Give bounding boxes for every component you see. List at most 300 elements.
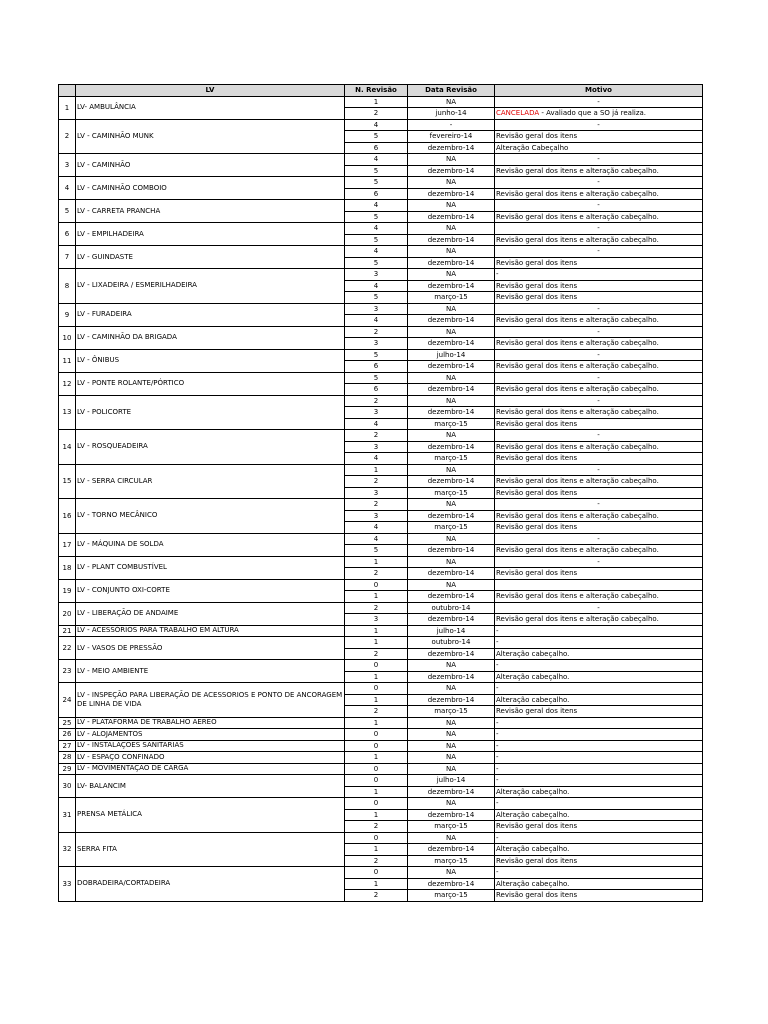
revision-date: dezembro-14 bbox=[408, 257, 495, 269]
revision-number: 3 bbox=[345, 338, 408, 350]
table-row bbox=[59, 303, 703, 315]
table-row bbox=[59, 430, 703, 442]
item-number: 24 bbox=[59, 683, 76, 718]
revision-number: 3 bbox=[345, 269, 408, 281]
header-rev: N. Revisão bbox=[345, 85, 408, 97]
revision-motivo: - bbox=[495, 246, 703, 258]
lv-name: LV- AMBULÂNCIA bbox=[76, 96, 345, 119]
revision-number: 1 bbox=[345, 637, 408, 649]
revision-date: dezembro-14 bbox=[408, 844, 495, 856]
table-row bbox=[59, 269, 703, 281]
revision-motivo: - bbox=[495, 683, 703, 695]
table-row bbox=[59, 625, 703, 637]
revision-motivo: - bbox=[495, 729, 703, 741]
revision-number: 4 bbox=[345, 223, 408, 235]
lv-name: LV - GUINDASTE bbox=[76, 246, 345, 269]
item-number: 30 bbox=[59, 775, 76, 798]
revision-motivo: Revisão geral dos itens bbox=[495, 131, 703, 143]
revision-motivo: Revisão geral dos itens bbox=[495, 257, 703, 269]
revision-motivo: Revisão geral dos itens bbox=[495, 453, 703, 465]
revision-number: 5 bbox=[345, 292, 408, 304]
revision-date: março-15 bbox=[408, 821, 495, 833]
revision-date: NA bbox=[408, 832, 495, 844]
item-number: 16 bbox=[59, 499, 76, 534]
lv-name: LV - CARRETA PRANCHA bbox=[76, 200, 345, 223]
lv-name: LV - PLANT COMBUSTÍVEL bbox=[76, 556, 345, 579]
revision-motivo: - bbox=[495, 349, 703, 361]
revision-number: 1 bbox=[345, 809, 408, 821]
revision-number: 0 bbox=[345, 683, 408, 695]
lv-name: LV- BALANCIM bbox=[76, 775, 345, 798]
item-number: 26 bbox=[59, 729, 76, 741]
item-number: 13 bbox=[59, 395, 76, 430]
revision-motivo: Alteração cabeçalho. bbox=[495, 694, 703, 706]
revision-date: NA bbox=[408, 740, 495, 752]
revision-date: dezembro-14 bbox=[408, 280, 495, 292]
revision-number: 0 bbox=[345, 832, 408, 844]
revision-number: 2 bbox=[345, 395, 408, 407]
revision-date: junho-14 bbox=[408, 108, 495, 120]
lv-name: LV - ALOJAMENTOS bbox=[76, 729, 345, 741]
revision-date: dezembro-14 bbox=[408, 188, 495, 200]
item-number: 28 bbox=[59, 752, 76, 764]
lv-name: LV - CONJUNTO OXI-CORTE bbox=[76, 579, 345, 602]
revision-number: 0 bbox=[345, 763, 408, 775]
table-row bbox=[59, 740, 703, 752]
revision-number: 2 bbox=[345, 648, 408, 660]
revision-motivo: Alteração cabeçalho. bbox=[495, 671, 703, 683]
item-number: 29 bbox=[59, 763, 76, 775]
revision-motivo: - bbox=[495, 499, 703, 511]
revision-number: 5 bbox=[345, 545, 408, 557]
revision-motivo: Revisão geral dos itens bbox=[495, 487, 703, 499]
revision-motivo: - bbox=[495, 602, 703, 614]
revision-date: março-15 bbox=[408, 522, 495, 534]
table-row bbox=[59, 579, 703, 591]
revision-date: dezembro-14 bbox=[408, 234, 495, 246]
revision-date: NA bbox=[408, 499, 495, 511]
table-row bbox=[59, 372, 703, 384]
revision-number: 2 bbox=[345, 108, 408, 120]
revision-number: 6 bbox=[345, 384, 408, 396]
revision-motivo: - bbox=[495, 177, 703, 189]
table-row bbox=[59, 119, 703, 131]
revision-date: NA bbox=[408, 533, 495, 545]
revision-motivo: Revisão geral dos itens e alteração cabeçalho. bbox=[495, 441, 703, 453]
revision-date: março-15 bbox=[408, 453, 495, 465]
lv-name: LV - MOVIMENTAÇÃO DE CARGA bbox=[76, 763, 345, 775]
revision-motivo: Revisão geral dos itens e alteração cabeçalho. bbox=[495, 510, 703, 522]
revision-number: 2 bbox=[345, 821, 408, 833]
lv-name: LV - INSTALAÇÕES SANITARIAS bbox=[76, 740, 345, 752]
table-row bbox=[59, 395, 703, 407]
table-row bbox=[59, 602, 703, 614]
revision-motivo: - bbox=[495, 269, 703, 281]
revision-date: dezembro-14 bbox=[408, 441, 495, 453]
item-number: 25 bbox=[59, 717, 76, 729]
revision-motivo: - bbox=[495, 637, 703, 649]
revision-motivo bbox=[495, 108, 703, 120]
table-header bbox=[59, 85, 703, 97]
revision-motivo: Revisão geral dos itens e alteração cabeçalho. bbox=[495, 545, 703, 557]
revision-motivo: - bbox=[495, 430, 703, 442]
revision-motivo: - bbox=[495, 740, 703, 752]
table-body bbox=[59, 96, 703, 901]
revision-motivo: - bbox=[495, 832, 703, 844]
revision-number: 4 bbox=[345, 522, 408, 534]
item-number: 23 bbox=[59, 660, 76, 683]
revision-number: 4 bbox=[345, 246, 408, 258]
revision-date: dezembro-14 bbox=[408, 694, 495, 706]
revision-number: 3 bbox=[345, 487, 408, 499]
item-number: 31 bbox=[59, 798, 76, 833]
revision-motivo: - bbox=[495, 223, 703, 235]
item-number: 14 bbox=[59, 430, 76, 465]
revision-motivo: Alteração cabeçalho. bbox=[495, 786, 703, 798]
revision-number: 6 bbox=[345, 188, 408, 200]
lv-name: SERRA FITA bbox=[76, 832, 345, 867]
revision-motivo: - bbox=[495, 372, 703, 384]
lv-name: LV - ACESSÓRIOS PARA TRABALHO EM ALTURA bbox=[76, 625, 345, 637]
revision-motivo: - bbox=[495, 798, 703, 810]
revision-number: 3 bbox=[345, 441, 408, 453]
revision-number: 4 bbox=[345, 453, 408, 465]
lv-name: LV - VASOS DE PRESSÃO bbox=[76, 637, 345, 660]
revision-date: NA bbox=[408, 717, 495, 729]
revision-number: 5 bbox=[345, 349, 408, 361]
revision-date: dezembro-14 bbox=[408, 211, 495, 223]
item-number: 20 bbox=[59, 602, 76, 625]
revision-motivo: - bbox=[495, 200, 703, 212]
item-number: 9 bbox=[59, 303, 76, 326]
table-row bbox=[59, 349, 703, 361]
lv-name: LV - MÁQUINA DE SOLDA bbox=[76, 533, 345, 556]
revision-number: 5 bbox=[345, 234, 408, 246]
revision-motivo: Revisão geral dos itens e alteração cabeçalho. bbox=[495, 315, 703, 327]
revision-number: 2 bbox=[345, 430, 408, 442]
revision-date: março-15 bbox=[408, 418, 495, 430]
revision-date: NA bbox=[408, 683, 495, 695]
revision-number: 3 bbox=[345, 510, 408, 522]
table-row bbox=[59, 798, 703, 810]
table-row bbox=[59, 637, 703, 649]
revision-date: dezembro-14 bbox=[408, 614, 495, 626]
table-row bbox=[59, 867, 703, 879]
lv-name: LV - SERRA CIRCULAR bbox=[76, 464, 345, 499]
revision-date: dezembro-14 bbox=[408, 476, 495, 488]
table-row bbox=[59, 499, 703, 511]
revision-motivo: Revisão geral dos itens e alteração cabeçalho. bbox=[495, 338, 703, 350]
revision-motivo: Revisão geral dos itens e alteração cabeçalho. bbox=[495, 476, 703, 488]
table-row bbox=[59, 752, 703, 764]
revision-date: NA bbox=[408, 246, 495, 258]
revision-motivo: Revisão geral dos itens bbox=[495, 706, 703, 718]
revision-number: 0 bbox=[345, 660, 408, 672]
revision-motivo: Revisão geral dos itens e alteração cabeçalho. bbox=[495, 188, 703, 200]
lv-name: LV - INSPEÇÃO PARA LIBERAÇÃO DE ACESSORIOS E PONTO DE ANCORAGEM DE LINHA DE VIDA bbox=[76, 683, 345, 718]
table-row bbox=[59, 556, 703, 568]
revision-date: dezembro-14 bbox=[408, 315, 495, 327]
revision-date: março-15 bbox=[408, 706, 495, 718]
item-number: 12 bbox=[59, 372, 76, 395]
lv-name: LV - POLICORTE bbox=[76, 395, 345, 430]
revision-motivo: - bbox=[495, 154, 703, 166]
revision-date: NA bbox=[408, 200, 495, 212]
revision-motivo: Revisão geral dos itens e alteração cabeçalho. bbox=[495, 591, 703, 603]
revision-number: 4 bbox=[345, 119, 408, 131]
lv-name: LV - ÔNIBUS bbox=[76, 349, 345, 372]
lv-name: LV - CAMINHÃO bbox=[76, 154, 345, 177]
revision-number: 3 bbox=[345, 407, 408, 419]
revision-number: 1 bbox=[345, 878, 408, 890]
lv-name: LV - ROSQUEADEIRA bbox=[76, 430, 345, 465]
revision-motivo: Revisão geral dos itens e alteração cabeçalho. bbox=[495, 407, 703, 419]
revision-date: NA bbox=[408, 326, 495, 338]
revision-motivo: - bbox=[495, 556, 703, 568]
revision-motivo: - bbox=[495, 775, 703, 787]
item-number: 8 bbox=[59, 269, 76, 304]
revision-date: NA bbox=[408, 430, 495, 442]
revision-number: 1 bbox=[345, 844, 408, 856]
revision-number: 2 bbox=[345, 568, 408, 580]
table-row bbox=[59, 763, 703, 775]
revision-motivo: Revisão geral dos itens bbox=[495, 522, 703, 534]
table-row bbox=[59, 729, 703, 741]
table-row bbox=[59, 200, 703, 212]
table-row bbox=[59, 154, 703, 166]
revision-motivo: Alteração cabeçalho. bbox=[495, 878, 703, 890]
revision-motivo: Revisão geral dos itens e alteração cabeçalho. bbox=[495, 361, 703, 373]
revision-number: 5 bbox=[345, 257, 408, 269]
item-number: 7 bbox=[59, 246, 76, 269]
revision-date: dezembro-14 bbox=[408, 786, 495, 798]
revision-number: 2 bbox=[345, 855, 408, 867]
revision-date: dezembro-14 bbox=[408, 338, 495, 350]
header-motivo: Motivo bbox=[495, 85, 703, 97]
revision-date: dezembro-14 bbox=[408, 361, 495, 373]
revision-number: 5 bbox=[345, 131, 408, 143]
revision-motivo: Revisão geral dos itens bbox=[495, 418, 703, 430]
revision-motivo: Revisão geral dos itens bbox=[495, 890, 703, 902]
revision-date: NA bbox=[408, 177, 495, 189]
revision-date: NA bbox=[408, 660, 495, 672]
revision-motivo: Revisão geral dos itens e alteração cabeçalho. bbox=[495, 165, 703, 177]
revision-number: 2 bbox=[345, 706, 408, 718]
revision-date: dezembro-14 bbox=[408, 407, 495, 419]
revision-number: 4 bbox=[345, 418, 408, 430]
revision-number: 4 bbox=[345, 533, 408, 545]
revision-date: março-15 bbox=[408, 855, 495, 867]
header-date: Data Revisão bbox=[408, 85, 495, 97]
revision-date: março-15 bbox=[408, 487, 495, 499]
revision-date: fevereiro-14 bbox=[408, 131, 495, 143]
lv-name: LV - PLATAFORMA DE TRABALHO AEREO bbox=[76, 717, 345, 729]
revision-number: 0 bbox=[345, 867, 408, 879]
item-number: 1 bbox=[59, 96, 76, 119]
lv-name: LV - ESPAÇO CONFINADO bbox=[76, 752, 345, 764]
revision-number: 1 bbox=[345, 671, 408, 683]
lv-name: LV - TORNO MECÂNICO bbox=[76, 499, 345, 534]
revision-date: dezembro-14 bbox=[408, 671, 495, 683]
item-number: 17 bbox=[59, 533, 76, 556]
revision-date: NA bbox=[408, 556, 495, 568]
revision-number: 1 bbox=[345, 96, 408, 108]
item-number: 6 bbox=[59, 223, 76, 246]
lv-name: LV - EMPILHADEIRA bbox=[76, 223, 345, 246]
table-row bbox=[59, 96, 703, 108]
revision-number: 4 bbox=[345, 280, 408, 292]
revision-motivo: - bbox=[495, 464, 703, 476]
revision-date: dezembro-14 bbox=[408, 878, 495, 890]
revision-number: 4 bbox=[345, 200, 408, 212]
lv-name: LV - CAMINHÃO MUNK bbox=[76, 119, 345, 154]
item-number: 19 bbox=[59, 579, 76, 602]
revision-date: julho-14 bbox=[408, 349, 495, 361]
revision-motivo: Revisão geral dos itens e alteração cabeçalho. bbox=[495, 234, 703, 246]
revision-number: 1 bbox=[345, 464, 408, 476]
item-number: 11 bbox=[59, 349, 76, 372]
item-number: 2 bbox=[59, 119, 76, 154]
lv-name: LV - CAMINHÃO DA BRIGADA bbox=[76, 326, 345, 349]
revision-number: 5 bbox=[345, 372, 408, 384]
table-row bbox=[59, 832, 703, 844]
header-num bbox=[59, 85, 76, 97]
table-row bbox=[59, 660, 703, 672]
table-row bbox=[59, 775, 703, 787]
item-number: 22 bbox=[59, 637, 76, 660]
revision-number: 1 bbox=[345, 694, 408, 706]
revision-number: 2 bbox=[345, 890, 408, 902]
item-number: 18 bbox=[59, 556, 76, 579]
revision-motivo: - bbox=[495, 752, 703, 764]
lv-name: LV - LIXADEIRA / ESMERILHADEIRA bbox=[76, 269, 345, 304]
table-row bbox=[59, 683, 703, 695]
revision-date: NA bbox=[408, 752, 495, 764]
revision-number: 0 bbox=[345, 579, 408, 591]
revision-number: 2 bbox=[345, 602, 408, 614]
revision-motivo: - bbox=[495, 395, 703, 407]
item-number: 21 bbox=[59, 625, 76, 637]
table-row bbox=[59, 177, 703, 189]
table-row bbox=[59, 326, 703, 338]
revision-motivo: - bbox=[495, 717, 703, 729]
revision-date: NA bbox=[408, 303, 495, 315]
revision-motivo: Revisão geral dos itens bbox=[495, 280, 703, 292]
revision-date: julho-14 bbox=[408, 625, 495, 637]
motivo-text: - Avaliado que a SO já realiza. bbox=[539, 109, 647, 118]
header-lv: LV bbox=[76, 85, 345, 97]
revision-motivo: Alteração cabeçalho. bbox=[495, 844, 703, 856]
revision-motivo: Alteração Cabeçalho bbox=[495, 142, 703, 154]
revision-date: dezembro-14 bbox=[408, 545, 495, 557]
lv-name: LV - MEIO AMBIENTE bbox=[76, 660, 345, 683]
revision-motivo: - bbox=[495, 303, 703, 315]
header-row bbox=[59, 85, 703, 97]
revision-date: dezembro-14 bbox=[408, 568, 495, 580]
revision-date: dezembro-14 bbox=[408, 165, 495, 177]
revision-motivo: Alteração cabeçalho. bbox=[495, 648, 703, 660]
revision-motivo: Revisão geral dos itens e alteração cabeçalho. bbox=[495, 614, 703, 626]
item-number: 3 bbox=[59, 154, 76, 177]
revision-date: NA bbox=[408, 395, 495, 407]
revision-motivo: Alteração cabeçalho. bbox=[495, 809, 703, 821]
revision-date: dezembro-14 bbox=[408, 384, 495, 396]
revision-motivo: Revisão geral dos itens e alteração cabeçalho. bbox=[495, 384, 703, 396]
revision-number: 2 bbox=[345, 499, 408, 511]
lv-name: LV - PONTE ROLANTE/PÓRTICO bbox=[76, 372, 345, 395]
table-row bbox=[59, 717, 703, 729]
revision-date: NA bbox=[408, 96, 495, 108]
revision-date: - bbox=[408, 119, 495, 131]
revision-date: NA bbox=[408, 867, 495, 879]
revision-date: dezembro-14 bbox=[408, 591, 495, 603]
revision-date: NA bbox=[408, 798, 495, 810]
cancelled-label: CANCELADA bbox=[496, 109, 540, 118]
revision-number: 2 bbox=[345, 476, 408, 488]
revision-date: NA bbox=[408, 372, 495, 384]
item-number: 10 bbox=[59, 326, 76, 349]
revision-number: 1 bbox=[345, 752, 408, 764]
item-number: 33 bbox=[59, 867, 76, 902]
item-number: 27 bbox=[59, 740, 76, 752]
revision-number: 3 bbox=[345, 303, 408, 315]
revision-motivo: - bbox=[495, 326, 703, 338]
revision-number: 5 bbox=[345, 177, 408, 189]
revision-date: março-15 bbox=[408, 292, 495, 304]
revision-motivo: - bbox=[495, 763, 703, 775]
revision-motivo: - bbox=[495, 96, 703, 108]
revision-table bbox=[58, 84, 703, 902]
revision-motivo: - bbox=[495, 533, 703, 545]
table-row bbox=[59, 533, 703, 545]
revision-number: 3 bbox=[345, 614, 408, 626]
revision-number: 6 bbox=[345, 142, 408, 154]
revision-date: outubro-14 bbox=[408, 602, 495, 614]
table-row bbox=[59, 464, 703, 476]
revision-motivo: - bbox=[495, 867, 703, 879]
revision-number: 1 bbox=[345, 591, 408, 603]
revision-date: julho-14 bbox=[408, 775, 495, 787]
revision-motivo: Revisão geral dos itens bbox=[495, 292, 703, 304]
revision-date: NA bbox=[408, 763, 495, 775]
item-number: 32 bbox=[59, 832, 76, 867]
revision-date: NA bbox=[408, 269, 495, 281]
revision-date: outubro-14 bbox=[408, 637, 495, 649]
revision-date: dezembro-14 bbox=[408, 809, 495, 821]
revision-number: 4 bbox=[345, 154, 408, 166]
revision-motivo: Revisão geral dos itens bbox=[495, 568, 703, 580]
revision-number: 0 bbox=[345, 740, 408, 752]
table-row bbox=[59, 223, 703, 235]
revision-date: NA bbox=[408, 729, 495, 741]
revision-number: 6 bbox=[345, 361, 408, 373]
revision-date: NA bbox=[408, 579, 495, 591]
lv-name: DOBRADEIRA/CORTADEIRA bbox=[76, 867, 345, 902]
revision-date: NA bbox=[408, 464, 495, 476]
lv-name: LV - FURADEIRA bbox=[76, 303, 345, 326]
revision-number: 1 bbox=[345, 625, 408, 637]
revision-number: 0 bbox=[345, 775, 408, 787]
item-number: 4 bbox=[59, 177, 76, 200]
revision-date: NA bbox=[408, 154, 495, 166]
revision-motivo: - bbox=[495, 660, 703, 672]
revision-motivo: Revisão geral dos itens bbox=[495, 855, 703, 867]
revision-number: 1 bbox=[345, 556, 408, 568]
revision-date: março-15 bbox=[408, 890, 495, 902]
revision-number: 5 bbox=[345, 211, 408, 223]
revision-motivo: - bbox=[495, 119, 703, 131]
table-row bbox=[59, 246, 703, 258]
